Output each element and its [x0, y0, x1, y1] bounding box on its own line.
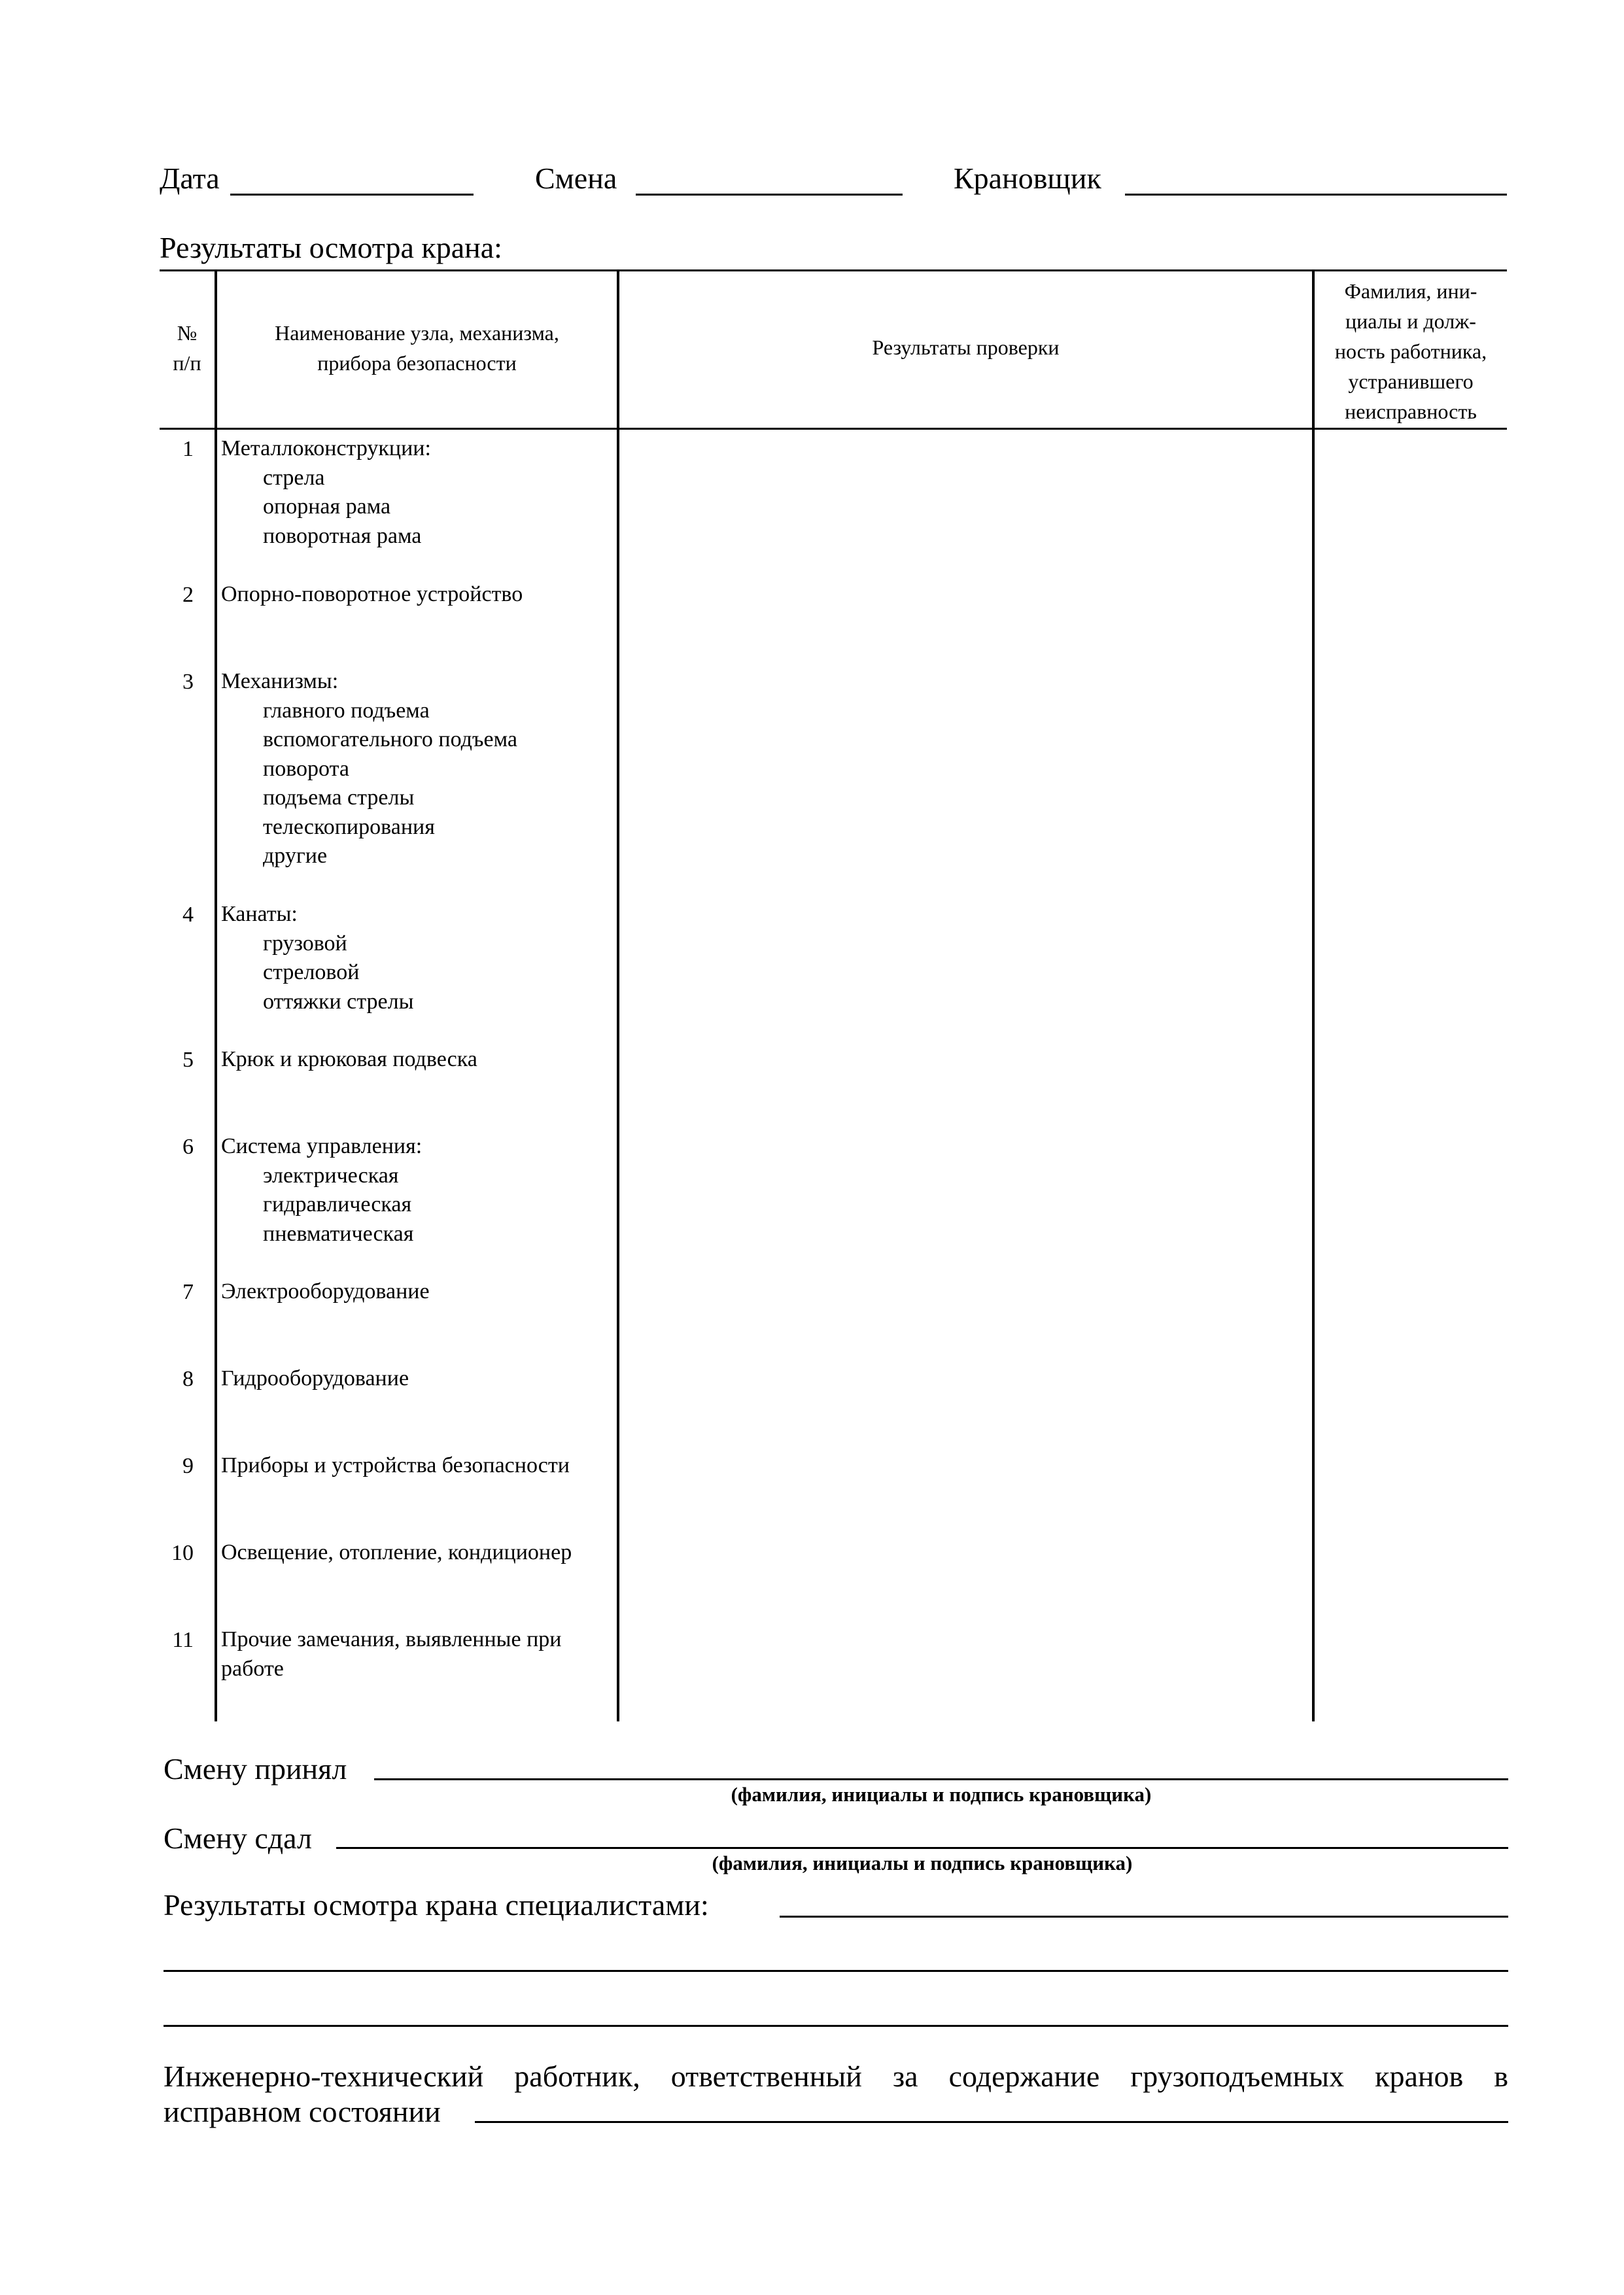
row-num: 6	[182, 1135, 194, 1159]
table-top-border	[160, 269, 1507, 271]
table-row: Опорно-поворотное устройство	[221, 582, 523, 606]
table-header-border	[160, 428, 1507, 430]
table-row: Освещение, отопление, кондиционер	[221, 1540, 572, 1564]
date-field[interactable]	[230, 194, 474, 196]
row-num: 2	[182, 583, 194, 607]
specialists-field[interactable]	[780, 1916, 1508, 1918]
table-row: Канаты: грузовой стреловой оттяжки стрелы	[221, 902, 414, 1014]
col-header-num: № п/п	[173, 321, 201, 375]
table-row: Металлоконструкции: стрела опорная рама поворотная рама	[221, 436, 431, 548]
engineer-field[interactable]	[475, 2121, 1508, 2123]
shift-accepted-field[interactable]	[374, 1778, 1508, 1780]
row-num: 10	[171, 1541, 194, 1565]
row-num: 1	[182, 437, 194, 461]
table-row: Прочие замечания, выявленные при работе	[221, 1627, 562, 1681]
col-header-name: Наименование узла, механизма, прибора безопасности	[275, 321, 559, 375]
date-label: Дата	[160, 162, 220, 195]
shift-handed-field[interactable]	[336, 1847, 1508, 1849]
row-num: 11	[172, 1628, 194, 1652]
shift-field[interactable]	[636, 194, 903, 196]
operator-label: Крановщик	[954, 162, 1101, 195]
shift-handed-caption: (фамилия, инициалы и подпись крановщика)	[712, 1852, 1133, 1874]
shift-label: Смена	[535, 162, 617, 195]
col-header-fixer: Фамилия, ини- циалы и долж- ность работника, устранившего неисправность	[1334, 279, 1487, 423]
table-row: Система управления: электрическая гидравлическая пневматическая	[221, 1134, 423, 1246]
table-row: Механизмы: главного подъема вспомогательного подъема поворота подъема стрелы телескопирования другие	[221, 669, 517, 868]
row-num: 9	[182, 1454, 194, 1478]
table-title: Результаты осмотра крана:	[160, 231, 502, 264]
specialists-field-2[interactable]	[164, 1970, 1508, 1972]
row-num: 5	[182, 1048, 194, 1072]
specialists-field-3[interactable]	[164, 2025, 1508, 2027]
row-num: 7	[182, 1280, 194, 1304]
col-divider-1	[215, 269, 217, 1721]
table-row: Приборы и устройства безопасности	[221, 1453, 570, 1477]
col-divider-2	[617, 269, 619, 1721]
shift-accepted-caption: (фамилия, инициалы и подпись крановщика)	[731, 1783, 1152, 1806]
col-header-result: Результаты проверки	[872, 336, 1060, 359]
table-row: Электрооборудование	[221, 1279, 430, 1303]
specialists-label: Результаты осмотра крана специалистами:	[164, 1888, 709, 1922]
shift-accepted-label: Смену принял	[164, 1752, 347, 1786]
row-num: 3	[182, 670, 194, 694]
shift-handed-label: Смену сдал	[164, 1821, 312, 1855]
col-divider-3	[1312, 269, 1315, 1721]
table-row: Гидрооборудование	[221, 1366, 409, 1390]
operator-field[interactable]	[1125, 194, 1507, 196]
table-row: Крюк и крюковая подвеска	[221, 1047, 477, 1071]
row-num: 8	[182, 1367, 194, 1391]
engineer-line-1: Инженерно-технический работник, ответственный за содержание грузоподъемных кранов в	[164, 2060, 1508, 2093]
row-num: 4	[182, 903, 194, 927]
engineer-line-2: исправном состоянии	[164, 2095, 441, 2128]
